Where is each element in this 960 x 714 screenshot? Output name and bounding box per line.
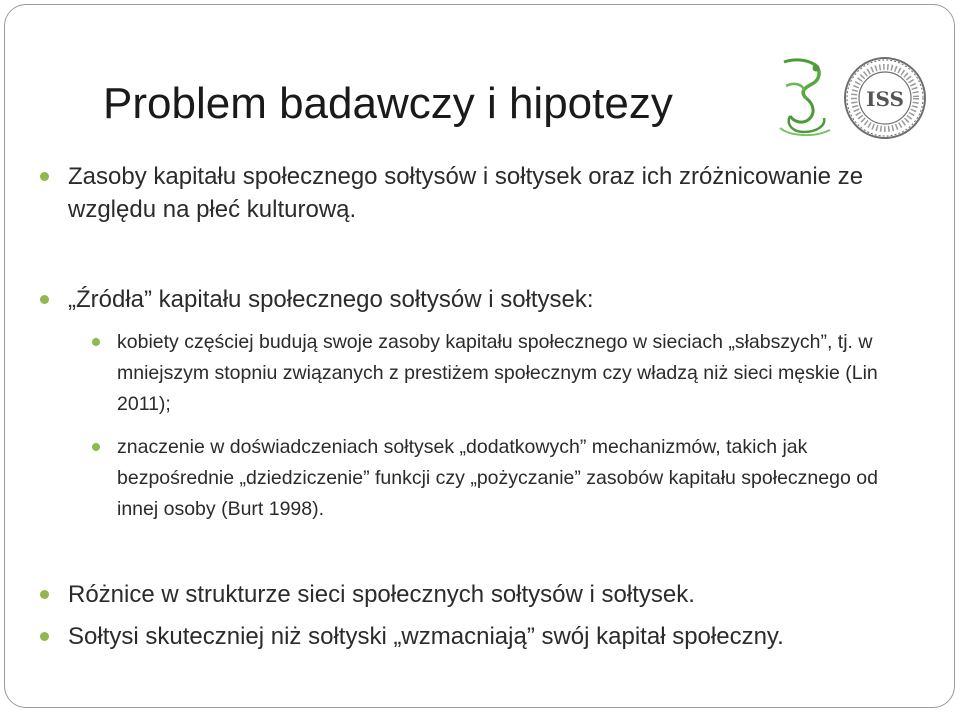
iss-seal-logo-icon [843, 56, 927, 140]
iss-seal-label: ISS [866, 87, 904, 111]
bullet-icon [40, 632, 49, 641]
bullet-text: Różnice w strukturze sieci społecznych sołtysów i sołtysek. [68, 581, 695, 608]
sub-bullet-item [92, 327, 922, 420]
slide-title: Problem badawczy i hipotezy [103, 79, 673, 128]
bullet-item [40, 283, 920, 316]
sub-bullet-item [92, 432, 922, 525]
bullet-item [40, 578, 920, 611]
bullet-icon [40, 590, 49, 599]
bullet-icon [40, 295, 49, 304]
sub-bullet-text: znaczenie w doświadczeniach sołtysek „dodatkowych” mechanizmów, takich jak bezpośrednie „dziedziczenie” funkcji czy „pożyczanie” zasobów kapitału społecznego od innej osoby (Burt 1998). [117, 436, 878, 520]
bullet-text: Zasoby kapitału społecznego sołtysów i sołtysek oraz ich zróżnicowanie ze względu na płeć kulturową. [68, 163, 864, 223]
green-figure-logo-icon [776, 56, 834, 138]
bullet-item [40, 620, 920, 653]
bullet-text: Sołtysi skuteczniej niż sołtyski „wzmacniają” swój kapitał społeczny. [68, 623, 784, 650]
sub-bullet-icon [92, 338, 100, 346]
bullet-text: „Źródła” kapitału społecznego sołtysów i sołtysek: [68, 286, 594, 313]
bullet-item [40, 160, 920, 226]
bullet-icon [40, 172, 49, 181]
sub-bullet-text: kobiety częściej budują swoje zasoby kapitału społecznego w sieciach „słabszych”, tj. w mniejszym stopniu związanych z prestiżem społecznym czy władzą niż sieci męskie (Lin 2011); [117, 331, 878, 415]
sub-bullet-icon [92, 443, 100, 451]
